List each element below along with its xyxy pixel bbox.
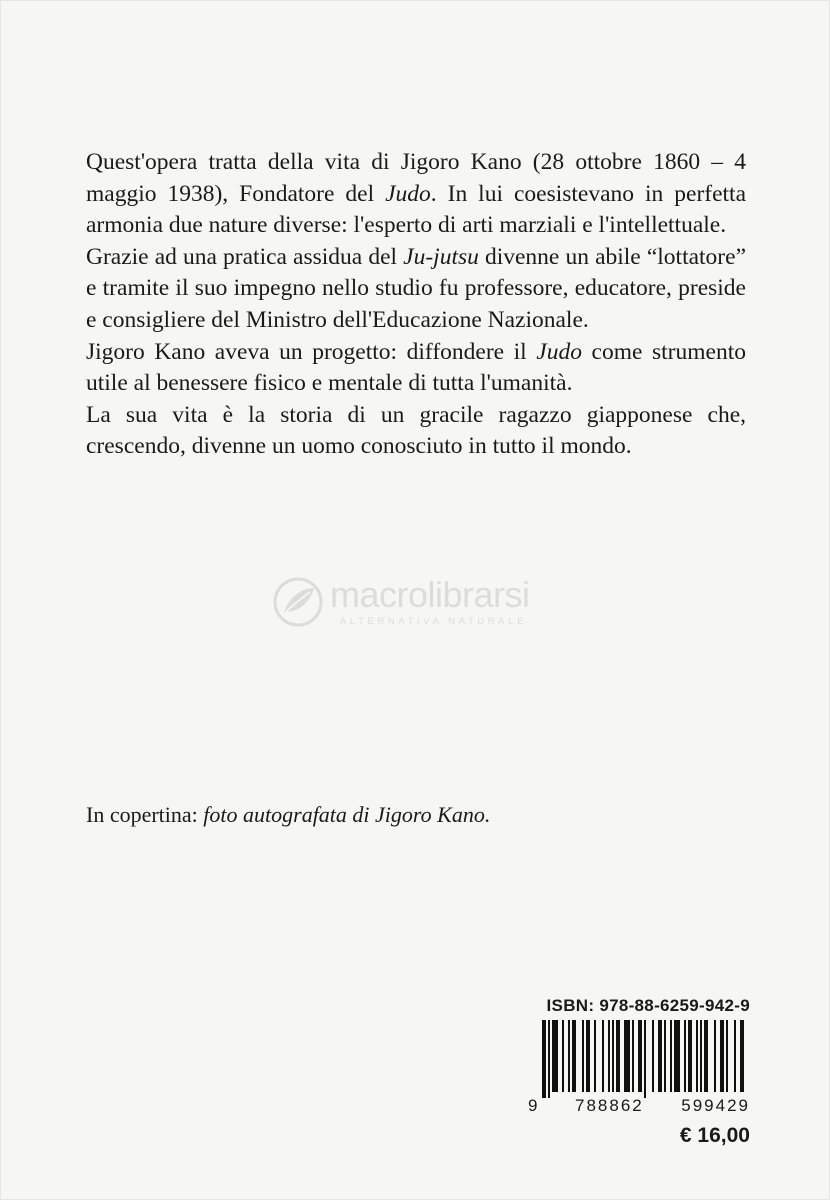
barcode-bar	[664, 1020, 666, 1092]
barcode-bar	[714, 1020, 716, 1092]
price-label: € 16,00	[679, 1124, 750, 1147]
barcode-bar	[568, 1020, 570, 1092]
blurb-paragraph-4: La sua vita è la storia di un gracile ragazzo giapponese che, crescendo, divenne un uomo conosciuto in tutto il mondo.	[86, 401, 746, 460]
barcode-bar	[696, 1020, 698, 1092]
jujutsu-term: Ju-jutsu	[403, 243, 479, 270]
barcode-bar	[602, 1020, 604, 1092]
barcode-bar	[670, 1020, 672, 1092]
leaf-circle-icon	[272, 576, 324, 628]
watermark-tagline: ALTERNATIVA NATURALE	[340, 616, 527, 627]
barcode-block	[528, 996, 750, 1148]
isbn-label: ISBN: 978-88-6259-942-9	[546, 996, 750, 1015]
barcode-bar	[572, 1020, 576, 1092]
barcode-bar	[740, 1020, 744, 1092]
publisher-watermark	[272, 572, 572, 632]
barcode-bar	[726, 1020, 728, 1092]
judo-term: Judo	[385, 180, 431, 207]
barcode-bar	[688, 1020, 692, 1092]
barcode-bar	[552, 1020, 558, 1092]
barcode-bar	[542, 1020, 546, 1098]
blurb-paragraph-2: Grazie ad una pratica assidua del Ju-jutsu divenne un abile “lottatore” e tramite il suo impegno nello studio fu professore, educatore, preside e consigliere del Ministro dell'Educazione Nazionale.	[86, 243, 746, 333]
barcode-bar	[700, 1020, 702, 1092]
barcode-lead-digit: 9	[528, 1096, 538, 1115]
judo-term: Judo	[536, 338, 582, 365]
watermark-name: macrolibrarsi	[330, 574, 530, 615]
barcode-bar	[638, 1020, 642, 1092]
barcode-bar	[582, 1020, 584, 1092]
barcode-bar	[548, 1020, 550, 1098]
barcode-bar	[624, 1020, 630, 1092]
barcode-bar	[704, 1020, 708, 1092]
barcode-bar	[612, 1020, 614, 1092]
barcode-bar	[608, 1020, 610, 1092]
barcode-bar	[652, 1020, 654, 1092]
barcode-bar	[674, 1020, 680, 1092]
cover-credit: In copertina: foto autografata di Jigoro Kano.	[86, 802, 491, 827]
barcode-right-digits: 599429	[681, 1096, 750, 1115]
barcode-bar	[734, 1020, 736, 1092]
barcode-bar	[658, 1020, 662, 1092]
barcode-bar	[684, 1020, 686, 1092]
barcode-bar	[632, 1020, 634, 1092]
barcode-bar	[562, 1020, 564, 1092]
barcode-bar	[720, 1020, 724, 1092]
barcode-digits	[528, 1096, 750, 1118]
blurb-paragraph-3: Jigoro Kano aveva un progetto: diffondere il Judo come strumento utile al benessere fisico e mentale di tutta l'umanità.	[86, 338, 746, 397]
barcode-bar	[594, 1020, 596, 1092]
isbn-barcode	[528, 1020, 750, 1098]
back-cover-blurb	[86, 147, 746, 463]
barcode-bar	[586, 1020, 590, 1092]
barcode-left-digits: 788862	[575, 1096, 644, 1115]
barcode-bar	[644, 1020, 646, 1098]
barcode-bars	[528, 1020, 750, 1098]
blurb-paragraph-1: Quest'opera tratta della vita di Jigoro Kano (28 ottobre 1860 – 4 maggio 1938), Fondatore del Judo. In lui coesistevano in perfetta armonia due nature diverse: l'esperto di arti marziali e l'intellettuale.	[86, 149, 747, 239]
barcode-bar	[616, 1020, 620, 1092]
